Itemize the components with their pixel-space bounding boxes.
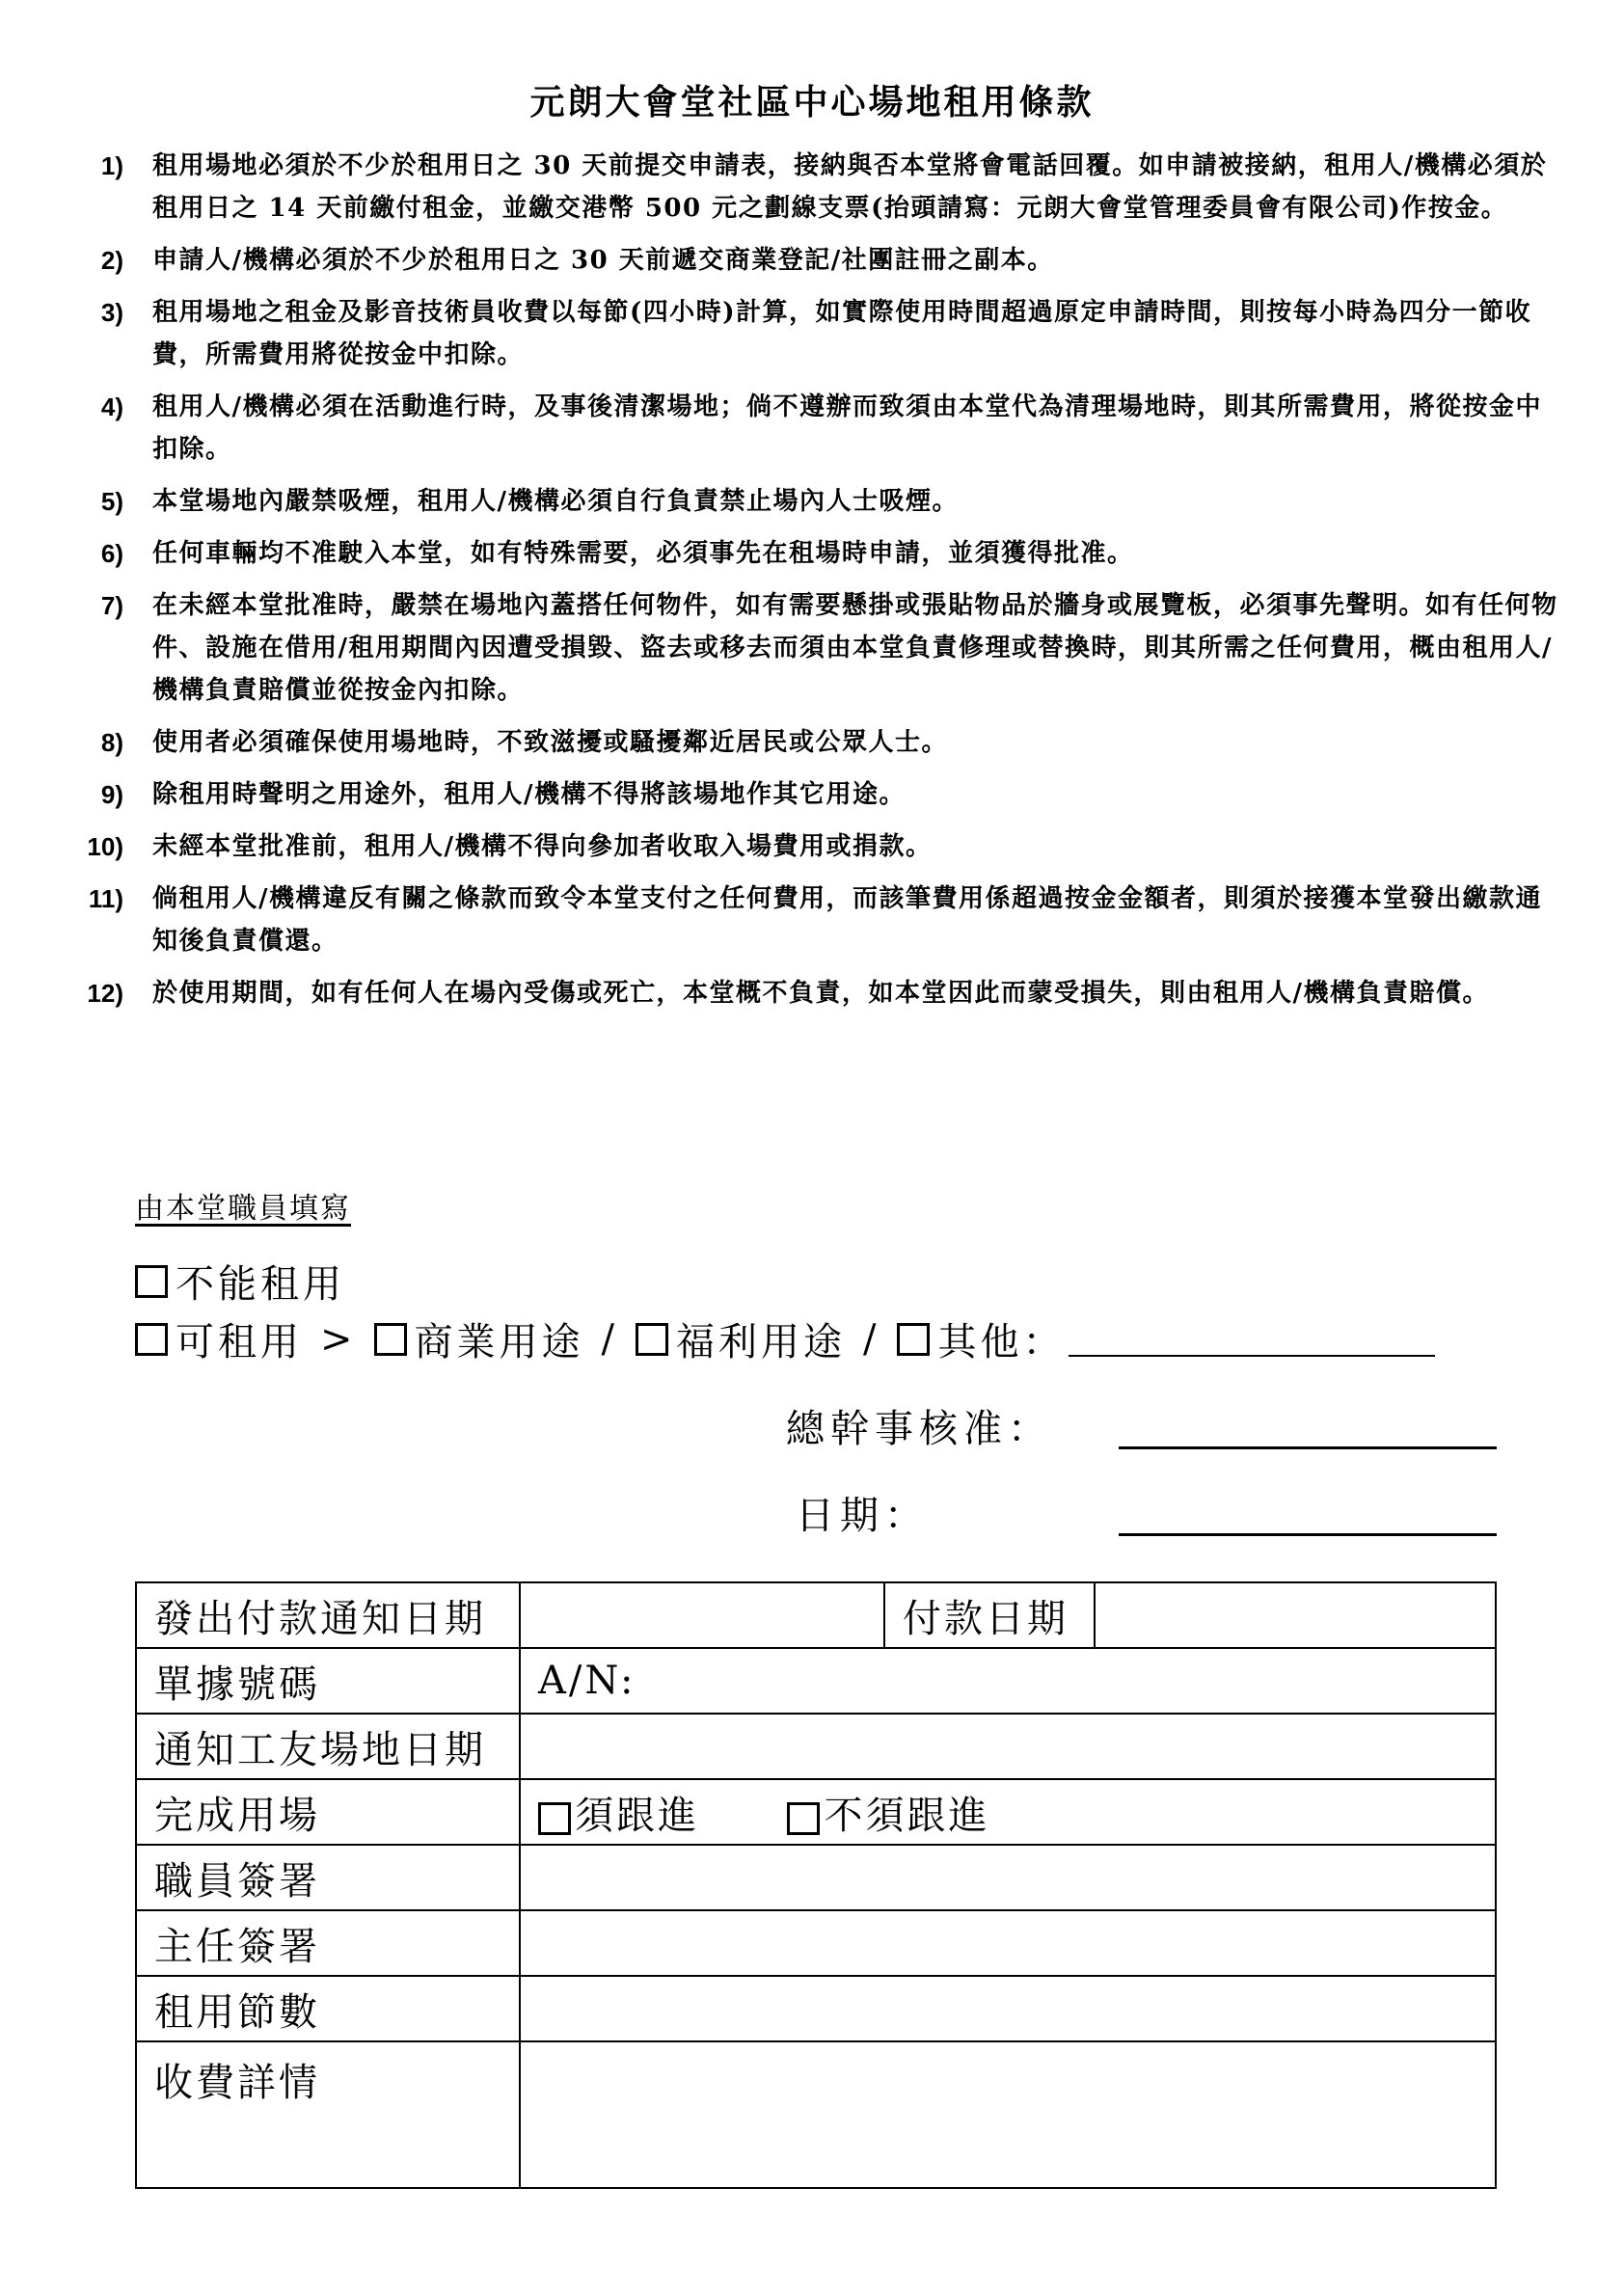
fee-details-cell[interactable]	[520, 2041, 1496, 2188]
arrow-glyph: >	[320, 1316, 357, 1362]
receipt-number-cell[interactable]	[520, 1648, 1496, 1714]
table-row	[136, 1910, 1496, 1976]
rentable-row	[135, 1311, 1435, 1366]
fee-details-label: 收費詳情	[136, 2041, 520, 2188]
date-label: 日期：	[796, 1494, 929, 1538]
commercial-use-label: 商業用途	[414, 1320, 584, 1364]
venue-done-label: 完成用場	[136, 1779, 520, 1845]
clause-number: 11)	[88, 884, 123, 913]
clause-text: 未經本堂批准前，租用人/機構不得向參加者收取入場費用或捐款。	[152, 832, 933, 861]
table-row	[136, 1648, 1496, 1714]
clause-text: 任何車輛均不准駛入本堂，如有特殊需要，必須事先在租場時申請，並須獲得批准。	[152, 539, 1134, 568]
payment-date-cell[interactable]	[1095, 1582, 1496, 1648]
sessions-label: 租用節數	[136, 1976, 520, 2041]
welfare-use-label: 福利用途	[676, 1320, 846, 1364]
clause-text: 本堂場地內嚴禁吸煙，租用人/機構必須自行負責禁止場內人士吸煙。	[152, 487, 959, 516]
clause-number: 4)	[100, 392, 123, 421]
clause-text: 倘租用人/機構違反有關之條款而致令本堂支付之任何費用，而該筆費用係超過按金金額者，則須於接獲本堂發出繳款通知後負責償還。	[152, 884, 1542, 956]
clause-number: 6)	[100, 539, 123, 568]
welfare-use-checkbox[interactable]	[636, 1323, 668, 1356]
clause-item	[77, 825, 1562, 868]
clause-item	[77, 145, 1562, 230]
slash-separator: /	[863, 1316, 880, 1362]
staff-signature-label: 職員簽署	[136, 1845, 520, 1910]
sessions-cell[interactable]	[520, 1976, 1496, 2041]
clause-item	[77, 584, 1562, 712]
clause-number: 8)	[100, 728, 123, 757]
clause-text: 租用人/機構必須在活動進行時，及事後清潔場地；倘不遵辦而致須由本堂代為清理場地時，則其所需費用，將從按金中扣除。	[152, 392, 1542, 464]
clause-number: 7)	[100, 591, 123, 620]
approval-date-line[interactable]	[1119, 1533, 1497, 1536]
clause-number: 1)	[100, 151, 123, 180]
rentable-checkbox[interactable]	[135, 1323, 168, 1356]
clause-number: 9)	[100, 780, 123, 809]
staff-only-label: 由本堂職員填寫	[135, 1192, 351, 1226]
not-rentable-label: 不能租用	[176, 1262, 345, 1307]
payment-date-label: 付款日期	[884, 1582, 1095, 1648]
clause-number: 12)	[87, 979, 123, 1008]
no-follow-up-checkbox[interactable]	[787, 1802, 820, 1835]
clause-item	[77, 532, 1562, 575]
slash-separator: /	[601, 1316, 618, 1362]
clause-item	[77, 721, 1562, 764]
approval-label: 總幹事核准：	[786, 1407, 1052, 1451]
clause-list	[77, 145, 1562, 1024]
approval-signature-line[interactable]	[1119, 1446, 1497, 1449]
not-rentable-row	[135, 1254, 345, 1309]
follow-up-label: 須跟進	[575, 1793, 699, 1838]
other-use-blank[interactable]	[1069, 1322, 1435, 1357]
clause-item	[77, 972, 1562, 1014]
clause-item	[77, 773, 1562, 816]
table-row	[136, 1714, 1496, 1779]
clause-text: 租用場地必須於不少於租用日之 30 天前提交申請表，接納與否本堂將會電話回覆。如申請被接納，租用人/機構必須於租用日之 14 天前繳付租金，並繳交港幣 500 元之劃線支票(抬頭請寫：元朗大會堂管理委員會有限公司)作按金。	[152, 151, 1548, 223]
clause-text: 租用場地之租金及影音技術員收費以每節(四小時)計算，如實際使用時間超過原定申請時間，則按每小時為四分一節收費，所需費用將從按金中扣除。	[152, 298, 1532, 369]
record-table	[135, 1581, 1497, 2189]
clause-number: 5)	[100, 487, 123, 516]
clause-number: 2)	[100, 246, 123, 275]
commercial-use-checkbox[interactable]	[374, 1323, 407, 1356]
clause-text: 於使用期間，如有任何人在場內受傷或死亡，本堂概不負責，如本堂因此而蒙受損失，則由租用人/機構負責賠償。	[152, 979, 1489, 1008]
receipt-number-label: 單據號碼	[136, 1648, 520, 1714]
table-row	[136, 1779, 1496, 1845]
clause-number: 3)	[100, 298, 123, 327]
document-title: 元朗大會堂社區中心場地租用條款	[529, 82, 1095, 122]
staff-signature-cell[interactable]	[520, 1845, 1496, 1910]
other-use-checkbox[interactable]	[897, 1323, 930, 1356]
table-row	[136, 2041, 1496, 2188]
notify-worker-date-cell[interactable]	[520, 1714, 1496, 1779]
notify-worker-date-label: 通知工友場地日期	[136, 1714, 520, 1779]
table-row	[136, 1976, 1496, 2041]
rentable-label: 可租用	[176, 1320, 303, 1364]
clause-item	[77, 239, 1562, 282]
other-use-label: 其他：	[937, 1320, 1066, 1364]
clause-item	[77, 480, 1562, 523]
clause-number: 10)	[87, 832, 123, 861]
clause-text: 使用者必須確保使用場地時，不致滋擾或騷擾鄰近居民或公眾人士。	[152, 728, 949, 757]
not-rentable-checkbox[interactable]	[135, 1265, 168, 1298]
clause-text: 申請人/機構必須於不少於租用日之 30 天前遞交商業登記/社團註冊之副本。	[152, 246, 1054, 275]
supervisor-signature-cell[interactable]	[520, 1910, 1496, 1976]
receipt-prefix: A/N:	[538, 1659, 636, 1703]
clause-text: 除租用時聲明之用途外，租用人/機構不得將該場地作其它用途。	[152, 780, 906, 809]
table-row	[136, 1845, 1496, 1910]
payment-notice-date-label: 發出付款通知日期	[136, 1582, 520, 1648]
clause-item	[77, 386, 1562, 471]
venue-done-cell	[520, 1779, 1496, 1845]
supervisor-signature-label: 主任簽署	[136, 1910, 520, 1976]
clause-text: 在未經本堂批准時，嚴禁在場地內蓋搭任何物件，如有需要懸掛或張貼物品於牆身或展覽板，必須事先聲明。如有任何物件、設施在借用/租用期間內因遭受損毀、盜去或移去而須由本堂負責修理或替換時，則其所需之任何費用，概由租用人/機構負責賠償並從按金內扣除。	[152, 591, 1558, 705]
payment-notice-date-cell[interactable]	[520, 1582, 884, 1648]
clause-item	[77, 291, 1562, 376]
table-row	[136, 1582, 1496, 1648]
clause-item	[77, 878, 1562, 962]
follow-up-checkbox[interactable]	[538, 1802, 571, 1835]
no-follow-up-label: 不須跟進	[824, 1793, 990, 1838]
